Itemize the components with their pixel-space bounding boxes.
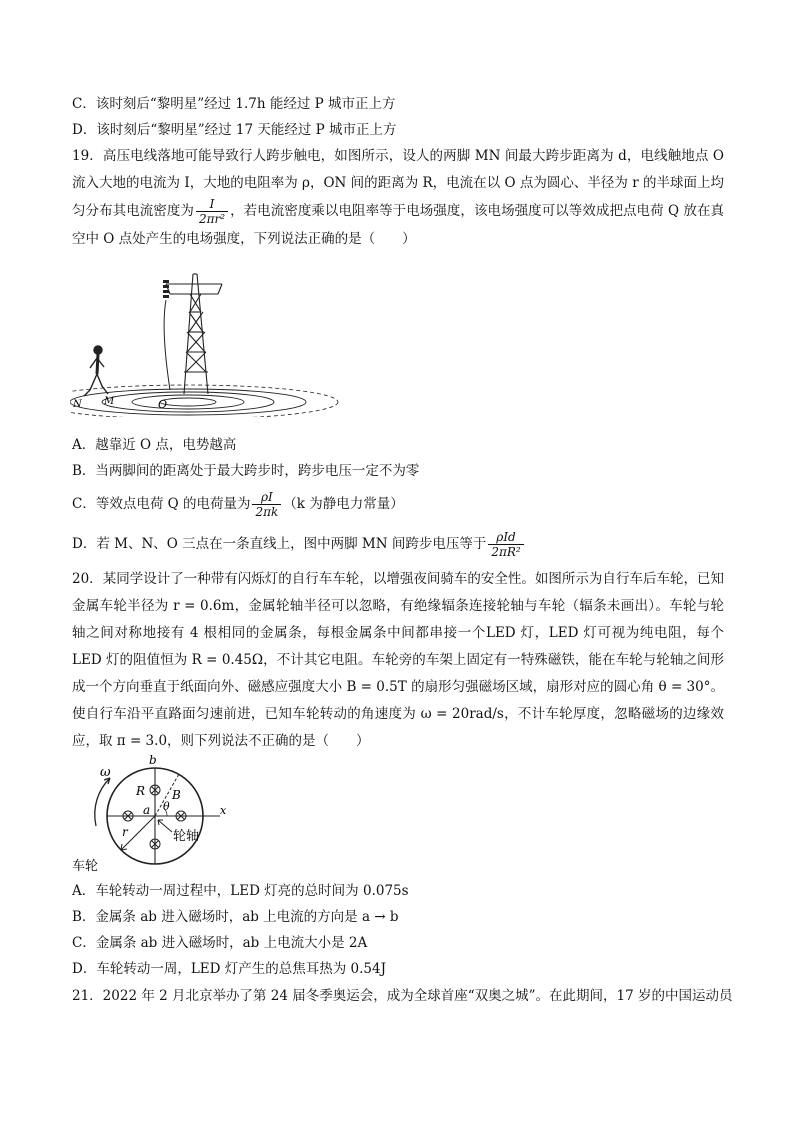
q19-option-c-text: C．等效点电荷 Q 的电荷量为	[72, 496, 251, 512]
q19-stem	[72, 143, 724, 253]
fraction-denominator: 2πr²	[198, 212, 226, 226]
q19-stem-part2: ，若电流密度乘以电阻率等于电场强度，该电场强度可以等效成把点电荷 Q 放在真空中 O 点处产生的电场强度，下列说法正确的是（ ）	[72, 203, 725, 247]
label-theta: θ	[163, 800, 170, 813]
q19-option-c	[72, 488, 404, 520]
q19-option-a: A．越靠近 O 点，电势越高	[72, 437, 237, 453]
label-omega: ω	[100, 765, 111, 780]
q19-figure	[70, 262, 370, 417]
q20-option-d: D．车轮转动一周，LED 灯产生的总焦耳热为 0.54J	[72, 961, 387, 977]
fraction-numerator: ρId	[488, 530, 523, 545]
q18-option-c: C．该时刻后“黎明星”经过 1.7h 能经过 P 城市正上方	[72, 96, 396, 112]
label-r: r	[122, 825, 128, 839]
q18-option-d: D．该时刻后“黎明星”经过 17 天能经过 P 城市正上方	[72, 122, 397, 138]
label-b: b	[149, 753, 157, 767]
q21-stem: 21．2022 年 2 月北京举办了第 24 届冬季奥运会，成为全球首座“双奥之城”。在此期间，17 岁的中国运动员	[72, 988, 733, 1004]
q19-current-density-fraction	[196, 197, 228, 226]
q19-option-d-text: D．若 M、N、O 三点在一条直线上，图中两脚 MN 间跨步电压等于	[72, 536, 487, 552]
q19-option-b: B．当两脚间的距离处于最大跨步时，跨步电压一定不为零	[72, 463, 420, 479]
q20-option-c: C．金属条 ab 进入磁场时，ab 上电流大小是 2A	[72, 935, 368, 951]
q20-figure	[70, 752, 240, 877]
q19-option-d-fraction	[488, 530, 523, 559]
label-a: a	[143, 803, 151, 817]
fraction-denominator: 2πk	[255, 505, 279, 519]
q19-option-d	[72, 528, 526, 560]
figure-label-o: O	[158, 398, 168, 411]
fraction-numerator: I	[196, 197, 228, 212]
q20-stem: 20．某同学设计了一种带有闪烁灯的自行车车轮，以增强夜间骑车的安全性。如图所示为自行车后车轮，已知金属车轮半径为 r = 0.6m，金属轮轴半径可以忽略，有绝缘辐条连接轮轴与车轮（辐条未画出）。车轮与轮轴之间对称地接有 4 根相同的金属条，每根金属条中间都串接一个LED 灯，LED 灯可视为纯电阻，每个LED 灯的阻值恒为 R = 0.45Ω，不计其它电阻。车轮旁的车架上固定有一特殊磁铁，能在车轮与轮轴之间形成一个方向垂直于纸面向外、磁感应强度大小 B = 0.5T 的扇形匀强磁场区域，扇形对应的圆心角 θ = 30°。使自行车沿平直路面匀速前进，已知车轮转动的角速度为 ω = 20rad/s，不计车轮厚度，忽略磁场的边缘效应，取 π = 3.0，则下列说法不正确的是（ ）	[72, 571, 724, 749]
label-axle: 轮轴	[173, 829, 200, 844]
label-B: B	[172, 788, 181, 802]
fraction-denominator: 2πR²	[491, 545, 521, 559]
figure-label-m: M	[104, 396, 115, 407]
figure-label-n: N	[73, 399, 82, 410]
q19-option-c-fraction	[252, 490, 281, 519]
label-R: R	[136, 784, 146, 798]
q19-option-c-note: （k 为静电力常量）	[283, 496, 404, 512]
q20-option-a: A．车轮转动一周过程中，LED 灯亮的总时间为 0.075s	[72, 883, 409, 899]
q19-stem-part1: 19．高压电线落地可能导致行人跨步触电，如图所示，设人的两脚 MN 间最大跨步距离为 d，电线触地点 O 流入大地的电流为 I，大地的电阻率为 ρ，ON 间的距离为 R，电流在以 O 点为圆心、半径为 r 的半球面上均匀分布其电流密度为	[72, 148, 724, 219]
label-x: x	[220, 804, 227, 817]
label-wheel: 车轮	[72, 859, 99, 874]
fraction-numerator: ρI	[252, 490, 281, 505]
q20-option-b: B．金属条 ab 进入磁场时，ab 上电流的方向是 a → b	[72, 909, 399, 925]
